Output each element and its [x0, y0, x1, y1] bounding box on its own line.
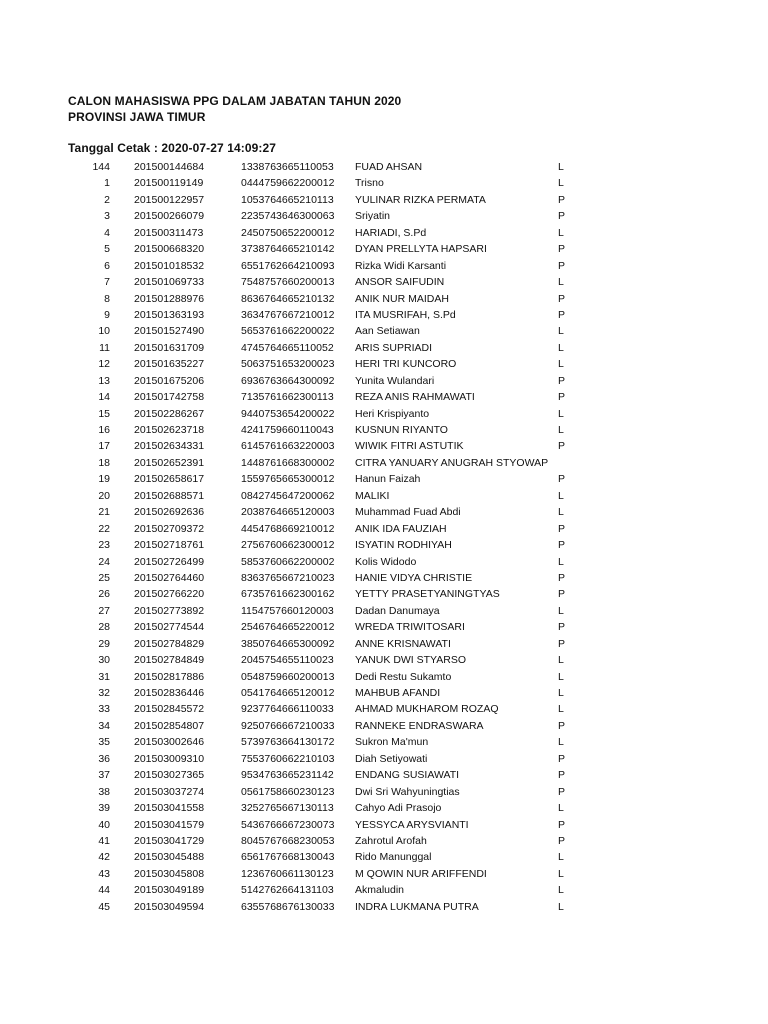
- table-row: [0, 751, 768, 767]
- table-row: [0, 784, 768, 800]
- participant-name: Yunita Wulandari: [355, 374, 435, 387]
- row-number: 16: [98, 424, 110, 436]
- participant-gender: P: [558, 259, 566, 272]
- participant-name: Rizka Widi Karsanti: [355, 259, 447, 272]
- table-row: [0, 455, 768, 471]
- row-number: 27: [98, 604, 110, 617]
- row-number: 5: [104, 243, 110, 256]
- participant-nuptk: 7553760662210103: [241, 752, 335, 765]
- participant-name: ENDANG SUSIAWATI: [355, 769, 460, 782]
- row-number: 38: [98, 785, 110, 798]
- table-row: [0, 718, 768, 734]
- table-row: [0, 586, 768, 602]
- participant-nuptk: 2235743646300063: [241, 210, 335, 223]
- table-row: [0, 800, 768, 816]
- row-number: 7: [104, 276, 110, 289]
- table-row: [0, 669, 768, 685]
- table-row: [0, 323, 768, 339]
- participant-name: Hanun Faizah: [355, 473, 421, 486]
- participant-nuptk: 5436766667230073: [241, 818, 335, 831]
- row-number: 8: [104, 292, 110, 305]
- participant-nuptk: 9534763665231142: [241, 769, 334, 782]
- row-number: 2: [104, 193, 110, 206]
- participant-name: ANNE KRISNAWATI: [355, 637, 451, 650]
- participant-gender: L: [558, 276, 564, 289]
- participant-gender: L: [558, 161, 564, 173]
- participant-gender: P: [558, 473, 566, 486]
- participant-gender: L: [558, 424, 564, 436]
- participant-gender: L: [558, 604, 564, 617]
- participant-gender: P: [558, 292, 566, 305]
- participant-name: WREDA TRIWITOSARI: [355, 621, 465, 634]
- participant-gender: L: [558, 884, 564, 897]
- participant-id: 201501363193: [134, 308, 205, 321]
- participant-id: 201503009310: [134, 752, 205, 765]
- participant-id: 201502726499: [134, 555, 205, 568]
- participant-name: Dwi Sri Wahyuningtias: [355, 785, 460, 798]
- table-row: [0, 208, 768, 224]
- row-number: 45: [98, 900, 110, 913]
- table-row: [0, 175, 768, 191]
- participant-id: 201502854807: [134, 719, 205, 732]
- participant-gender: P: [558, 539, 566, 552]
- participant-gender: P: [558, 785, 566, 798]
- row-number: 43: [98, 867, 110, 880]
- row-number: 12: [98, 358, 110, 371]
- participant-nuptk: 4241759660110043: [241, 424, 334, 436]
- participant-nuptk: 5653761662200022: [241, 325, 335, 338]
- participant-nuptk: 2045754655110023: [241, 654, 334, 667]
- participant-name: HARIADI, S.Pd: [355, 226, 427, 239]
- participant-name: Rido Manunggal: [355, 851, 432, 864]
- participant-id: 201500311473: [134, 226, 204, 239]
- participant-id: 201503002646: [134, 736, 205, 749]
- participant-gender: L: [558, 900, 564, 913]
- participant-id: 201501288976: [134, 292, 205, 305]
- participant-gender: L: [558, 226, 564, 239]
- row-number: 21: [98, 506, 110, 519]
- participant-id: 201501069733: [134, 276, 205, 289]
- participant-name: YULINAR RIZKA PERMATA: [355, 193, 486, 206]
- row-number: 22: [98, 522, 110, 535]
- participant-gender: P: [558, 243, 566, 256]
- participant-gender: P: [558, 391, 566, 404]
- participant-id: 201502286267: [134, 407, 205, 420]
- participant-name: HANIE VIDYA CHRISTIE: [355, 571, 473, 584]
- participant-nuptk: 9237764666110033: [241, 703, 334, 716]
- participant-nuptk: 5063751653200023: [241, 358, 335, 371]
- participant-id: 201502766220: [134, 588, 205, 601]
- table-row: [0, 866, 768, 882]
- table-row: [0, 159, 768, 175]
- participant-id: 201503045488: [134, 851, 205, 864]
- participant-gender: L: [558, 703, 564, 716]
- participant-nuptk: 1236760661130123: [241, 867, 334, 880]
- participant-nuptk: 1338763665110053: [241, 161, 334, 173]
- participant-id: 201501635227: [134, 358, 205, 371]
- participant-nuptk: 7135761662300113: [241, 391, 334, 404]
- participant-name: AHMAD MUKHAROM ROZAQ: [355, 703, 499, 716]
- table-row: [0, 192, 768, 208]
- participant-id: 201502692636: [134, 506, 205, 519]
- participant-id: 201502688571: [134, 489, 205, 502]
- table-row: [0, 225, 768, 241]
- table-row: [0, 603, 768, 619]
- participant-id: 201503045808: [134, 867, 205, 880]
- row-number: 24: [98, 555, 110, 568]
- participant-gender: L: [558, 802, 564, 815]
- participant-id: 201502623718: [134, 424, 205, 436]
- participant-name: Dadan Danumaya: [355, 604, 440, 617]
- participant-id: 201500144684: [134, 161, 205, 173]
- participant-gender: L: [558, 407, 564, 420]
- participant-gender: L: [558, 654, 564, 667]
- row-number: 35: [98, 736, 110, 749]
- participant-name: Heri Krispiyanto: [355, 407, 430, 420]
- table-row: [0, 438, 768, 454]
- row-number: 28: [98, 621, 110, 634]
- row-number: 14: [98, 391, 110, 404]
- participant-gender: P: [558, 374, 566, 387]
- participant-gender: L: [558, 851, 564, 864]
- participant-id: 201501631709: [134, 341, 205, 354]
- participant-gender: P: [558, 637, 566, 650]
- participant-name: Muhammad Fuad Abdi: [355, 506, 461, 519]
- participant-nuptk: 6145761663220003: [241, 440, 335, 453]
- participant-id: 201501018532: [134, 259, 205, 272]
- participant-gender: P: [558, 752, 566, 765]
- row-number: 17: [98, 440, 110, 453]
- document-subtitle-province: PROVINSI JAWA TIMUR: [68, 110, 206, 124]
- table-row: [0, 554, 768, 570]
- row-number: 36: [98, 752, 110, 765]
- row-number: 3: [104, 210, 110, 223]
- participant-gender: L: [558, 177, 564, 190]
- participant-name: YANUK DWI STYARSO: [355, 654, 467, 667]
- participant-nuptk: 3634767667210012: [241, 308, 335, 321]
- participant-name: ISYATIN RODHIYAH: [355, 539, 452, 552]
- row-number: 40: [98, 818, 110, 831]
- row-number: 34: [98, 719, 110, 732]
- participant-gender: L: [558, 489, 564, 502]
- table-row: [0, 389, 768, 405]
- participant-nuptk: 5142762664131103: [241, 884, 334, 897]
- participant-gender: L: [558, 670, 564, 683]
- participant-id: 201501527490: [134, 325, 205, 338]
- participant-nuptk: 7548757660200013: [241, 276, 335, 289]
- table-row: [0, 488, 768, 504]
- row-number: 41: [98, 834, 110, 847]
- table-row: [0, 849, 768, 865]
- row-number: 15: [98, 407, 110, 420]
- participant-nuptk: 6561767668130043: [241, 851, 335, 864]
- participant-nuptk: 8363765667210023: [241, 571, 335, 584]
- table-row: [0, 521, 768, 537]
- participant-table: [0, 159, 768, 915]
- participant-name: ANSOR SAIFUDIN: [355, 276, 445, 289]
- participant-id: 201502718761: [134, 539, 205, 552]
- participant-name: ARIS SUPRIADI: [355, 341, 433, 354]
- participant-nuptk: 9250766667210033: [241, 719, 335, 732]
- participant-gender: L: [558, 506, 564, 519]
- participant-nuptk: 2546764665220012: [241, 621, 335, 634]
- participant-nuptk: 2756760662300012: [241, 539, 335, 552]
- participant-nuptk: 2450750652200012: [241, 226, 335, 239]
- row-number: 4: [104, 226, 110, 239]
- participant-name: FUAD AHSAN: [355, 161, 423, 173]
- row-number: 9: [104, 308, 110, 321]
- participant-name: RANNEKE ENDRASWARA: [355, 719, 484, 732]
- participant-nuptk: 0444759662200012: [241, 177, 335, 190]
- participant-nuptk: 1154757660120003: [241, 604, 334, 617]
- row-number: 1: [104, 177, 110, 190]
- participant-name: KUSNUN RIYANTO: [355, 424, 448, 436]
- participant-id: 201503037274: [134, 785, 205, 798]
- participant-name: M QOWIN NUR ARIFFENDI: [355, 867, 487, 880]
- participant-nuptk: 6936763664300092: [241, 374, 335, 387]
- participant-id: 201502836446: [134, 687, 205, 699]
- row-number: 37: [98, 769, 110, 782]
- table-row: [0, 241, 768, 257]
- row-number: 26: [98, 588, 110, 601]
- table-row: [0, 833, 768, 849]
- participant-id: 201502845572: [134, 703, 205, 716]
- table-row: [0, 340, 768, 356]
- participant-name: Kolis Widodo: [355, 555, 417, 568]
- row-number: 29: [98, 637, 110, 650]
- participant-nuptk: 6355768676130033: [241, 900, 335, 913]
- participant-gender: L: [558, 555, 564, 568]
- participant-id: 201502709372: [134, 522, 205, 535]
- participant-name: Dedi Restu Sukamto: [355, 670, 452, 683]
- row-number: 23: [98, 539, 110, 552]
- table-row: [0, 537, 768, 553]
- participant-id: 201502658617: [134, 473, 205, 486]
- participant-name: ANIK NUR MAIDAH: [355, 292, 449, 305]
- table-row: [0, 406, 768, 422]
- participant-id: 201502773892: [134, 604, 205, 617]
- participant-name: Sukron Ma'mun: [355, 736, 429, 749]
- participant-nuptk: 8636764665210132: [241, 292, 335, 305]
- participant-gender: P: [558, 308, 566, 321]
- table-row: [0, 882, 768, 898]
- table-row: [0, 619, 768, 635]
- participant-name: Akmaludin: [355, 884, 405, 897]
- participant-name: YETTY PRASETYANINGTYAS: [355, 588, 500, 601]
- participant-id: 201503041729: [134, 834, 205, 847]
- table-row: [0, 471, 768, 487]
- participant-id: 201502764460: [134, 571, 205, 584]
- table-row: [0, 817, 768, 833]
- table-row: [0, 504, 768, 520]
- row-number: 44: [98, 884, 110, 897]
- participant-name: CITRA YANUARY ANUGRAH STYOWAP: [355, 456, 549, 469]
- row-number: 10: [98, 325, 110, 338]
- participant-nuptk: 3850764665300092: [241, 637, 335, 650]
- document-title: CALON MAHASISWA PPG DALAM JABATAN TAHUN 2020: [68, 94, 402, 108]
- participant-name: MAHBUB AFANDI: [355, 687, 441, 699]
- participant-name: MALIKI: [355, 489, 390, 502]
- participant-id: 201502784849: [134, 654, 205, 667]
- participant-id: 201500122957: [134, 193, 205, 206]
- participant-nuptk: 9440753654200022: [241, 407, 335, 420]
- participant-name: WIWIK FITRI ASTUTIK: [355, 440, 464, 453]
- table-row: [0, 636, 768, 652]
- table-row: [0, 570, 768, 586]
- participant-id: 201501742758: [134, 391, 205, 404]
- participant-id: 201502634331: [134, 440, 205, 453]
- participant-gender: P: [558, 522, 566, 535]
- participant-gender: P: [558, 769, 566, 782]
- participant-id: 201503049189: [134, 884, 205, 897]
- table-row: [0, 274, 768, 290]
- row-number: 31: [98, 670, 110, 683]
- participant-nuptk: 2038764665120003: [241, 506, 335, 519]
- table-row: [0, 307, 768, 323]
- table-row: [0, 422, 768, 438]
- participant-id: 201503049594: [134, 900, 205, 913]
- participant-nuptk: 0548759660200013: [241, 670, 335, 683]
- participant-nuptk: 8045767668230053: [241, 834, 335, 847]
- participant-nuptk: 1053764665210113: [241, 193, 334, 206]
- row-number: 25: [98, 571, 110, 584]
- participant-gender: L: [558, 358, 564, 371]
- participant-name: HERI TRI KUNCORO: [355, 358, 457, 371]
- row-number: 19: [98, 473, 110, 486]
- participant-gender: P: [558, 440, 566, 453]
- row-number: 13: [98, 374, 110, 387]
- participant-id: 201502784829: [134, 637, 205, 650]
- participant-gender: L: [558, 325, 564, 338]
- table-row: [0, 356, 768, 372]
- row-number: 42: [98, 851, 110, 864]
- participant-nuptk: 0842745647200062: [241, 489, 335, 502]
- participant-name: INDRA LUKMANA PUTRA: [355, 900, 479, 913]
- participant-gender: P: [558, 834, 566, 847]
- participant-id: 201502774544: [134, 621, 205, 634]
- participant-id: 201503041558: [134, 802, 205, 815]
- participant-gender: L: [558, 867, 564, 880]
- participant-name: ANIK IDA FAUZIAH: [355, 522, 447, 535]
- participant-name: DYAN PRELLYTA HAPSARI: [355, 243, 487, 256]
- table-row: [0, 652, 768, 668]
- participant-name: Sriyatin: [355, 210, 391, 223]
- participant-gender: P: [558, 193, 566, 206]
- row-number: 144: [92, 161, 110, 173]
- participant-id: 201503041579: [134, 818, 205, 831]
- participant-gender: P: [558, 818, 566, 831]
- table-row: [0, 685, 768, 701]
- participant-name: YESSYCA ARYSVIANTI: [355, 818, 469, 831]
- participant-gender: P: [558, 621, 566, 634]
- participant-id: 201500668320: [134, 243, 205, 256]
- participant-nuptk: 3738764665210142: [241, 243, 335, 256]
- participant-nuptk: 5739763664130172: [241, 736, 335, 749]
- participant-name: Aan Setiawan: [355, 325, 420, 338]
- participant-name: Trisno: [355, 177, 384, 190]
- table-row: [0, 258, 768, 274]
- participant-gender: P: [558, 571, 566, 584]
- participant-nuptk: 5853760662200002: [241, 555, 335, 568]
- participant-nuptk: 0541764665120012: [241, 687, 335, 699]
- participant-name: Cahyo Adi Prasojo: [355, 802, 442, 815]
- participant-nuptk: 1448761668300002: [241, 456, 335, 469]
- participant-gender: L: [558, 341, 564, 354]
- table-row: [0, 734, 768, 750]
- participant-nuptk: 4745764665110052: [241, 341, 334, 354]
- row-number: 39: [98, 802, 110, 815]
- participant-name: Diah Setiyowati: [355, 752, 428, 765]
- row-number: 18: [98, 456, 110, 469]
- participant-nuptk: 3252765667130113: [241, 802, 334, 815]
- print-date: Tanggal Cetak : 2020-07-27 14:09:27: [68, 141, 277, 155]
- participant-gender: L: [558, 687, 564, 699]
- participant-gender: P: [558, 588, 566, 601]
- row-number: 33: [98, 703, 110, 716]
- participant-id: 201501675206: [134, 374, 205, 387]
- participant-name: ITA MUSRIFAH, S.Pd: [355, 308, 456, 321]
- participant-nuptk: 6551762664210093: [241, 259, 335, 272]
- participant-nuptk: 1559765665300012: [241, 473, 335, 486]
- participant-name: Zahrotul Arofah: [355, 834, 427, 847]
- participant-id: 201500119149: [134, 177, 204, 190]
- table-row: [0, 767, 768, 783]
- table-row: [0, 373, 768, 389]
- row-number: 32: [98, 687, 110, 699]
- participant-id: 201502652391: [134, 456, 205, 469]
- participant-gender: P: [558, 210, 566, 223]
- participant-id: 201502817886: [134, 670, 205, 683]
- participant-name: REZA ANIS RAHMAWATI: [355, 391, 475, 404]
- table-row: [0, 291, 768, 307]
- row-number: 20: [98, 489, 110, 502]
- participant-nuptk: 0561758660230123: [241, 785, 335, 798]
- table-row: [0, 701, 768, 717]
- table-row: [0, 899, 768, 915]
- participant-gender: P: [558, 719, 566, 732]
- row-number: 11: [99, 341, 110, 354]
- participant-nuptk: 6735761662300162: [241, 588, 335, 601]
- participant-id: 201503027365: [134, 769, 205, 782]
- participant-id: 201500266079: [134, 210, 205, 223]
- participant-nuptk: 4454768669210012: [241, 522, 335, 535]
- row-number: 30: [98, 654, 110, 667]
- participant-gender: L: [558, 736, 564, 749]
- row-number: 6: [104, 259, 110, 272]
